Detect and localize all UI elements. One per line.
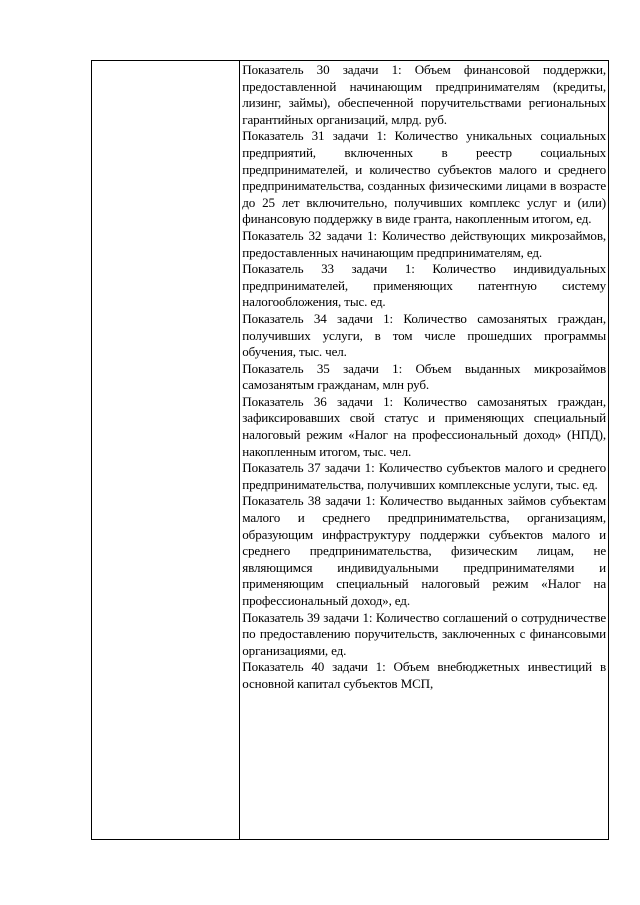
document-table bbox=[91, 60, 609, 840]
indicator-39: Показатель 39 задачи 1: Количество соглашений о сотрудничестве по предоставлению поручительств, заключенных с финансовыми организациями, ед. bbox=[242, 609, 606, 658]
indicator-36: Показатель 36 задачи 1: Количество самозанятых граждан, зафиксировавших свой статус и применяющих специальный налоговый режим «Налог на профессиональный доход» (НПД), накопленным итогом, тыс. чел. bbox=[242, 393, 606, 459]
indicator-30: Показатель 30 задачи 1: Объем финансовой поддержки, предоставленной начинающим предпринимателям (кредиты, лизинг, займы), обеспеченной поручительствами региональных гарантийных организаций, млрд. руб. bbox=[242, 62, 606, 127]
indicators-cell bbox=[240, 61, 609, 840]
indicator-35: Показатель 35 задачи 1: Объем выданных микрозаймов самозанятым гражданам, млн руб. bbox=[242, 360, 606, 393]
indicator-37: Показатель 37 задачи 1: Количество субъектов малого и среднего предпринимательства, получивших комплексные услуги, тыс. ед. bbox=[242, 460, 606, 492]
indicator-32: Показатель 32 задачи 1: Количество действующих микрозаймов, предоставленных начинающим предпринимателям, ед. bbox=[242, 227, 606, 260]
table-row bbox=[92, 61, 609, 840]
indicator-33: Показатель 33 задачи 1: Количество индивидуальных предпринимателей, применяющих патентную систему налогообложения, тыс. ед. bbox=[242, 261, 606, 310]
indicators-list bbox=[240, 61, 608, 839]
indicator-34: Показатель 34 задачи 1: Количество самозанятых граждан, получивших услуги, в том числе прошедших программы обучения, тыс. чел. bbox=[242, 310, 606, 360]
left-empty-cell bbox=[92, 61, 240, 840]
indicator-38: Показатель 38 задачи 1: Количество выданных займов субъектам малого и среднего предпринимательства, организациям, образующим инфраструктуру поддержки субъектов малого и среднего предпринимательства, физическим лицам, не являющимся индивидуальными предпринимателями и применяющим специальный налоговый режим «Налог на профессиональный доход», ед. bbox=[242, 493, 606, 608]
indicator-31: Показатель 31 задачи 1: Количество уникальных социальных предприятий, включенных в реестр социальных предпринимателей, и количество субъектов малого и среднего предпринимательства, созданных физическими лицами в возрасте до 25 лет включительно, получивших комплекс услуг и (или) финансовую поддержку в виде гранта, накопленным итогом, ед. bbox=[242, 128, 606, 227]
indicator-40: Показатель 40 задачи 1: Объем внебюджетных инвестиций в основной капитал субъектов МСП, bbox=[242, 659, 606, 691]
left-cell-content bbox=[92, 61, 239, 839]
